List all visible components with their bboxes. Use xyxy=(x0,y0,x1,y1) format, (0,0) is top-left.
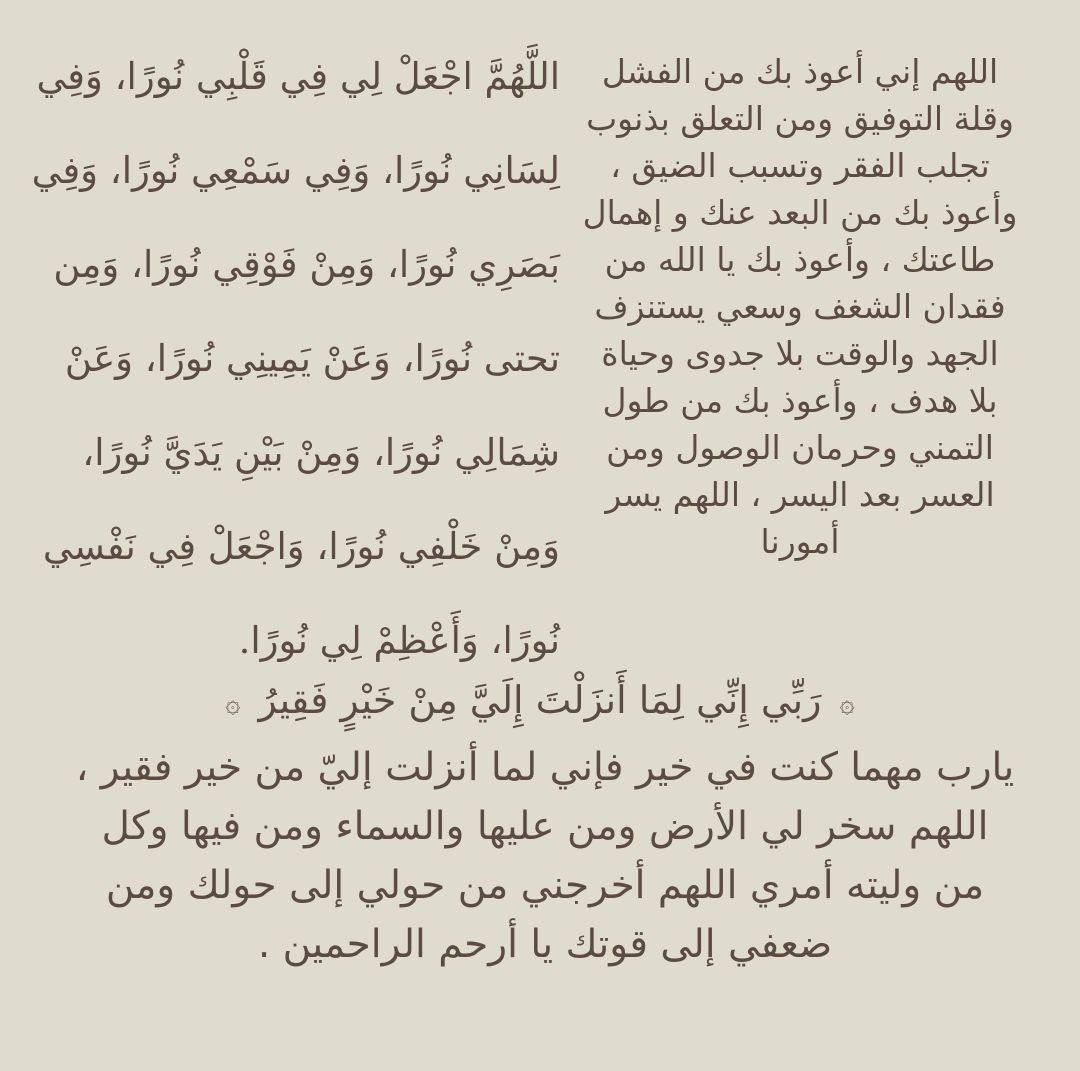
closing-line: اللهم سخر لي الأرض ومن عليها والسماء ومن فيها وكل xyxy=(101,804,989,849)
dua-of-light xyxy=(31,30,560,688)
closing-line: من وليته أمري اللهم أخرجني من حولي إلى حولك ومن xyxy=(105,863,985,908)
verse-ornament-icon: ۞ xyxy=(225,688,241,719)
closing-supplication xyxy=(30,738,1060,974)
paragraph-line: طاعتك ، وأعوذ بك يا الله من xyxy=(604,240,996,279)
dua-line: نُورًا، وَأَعْظِمْ لِي نُورًا. xyxy=(238,619,560,662)
dua-line: لِسَانِي نُورًا، وَفِي سَمْعِي نُورًا، وَفِي xyxy=(31,149,560,192)
closing-line: ضعفي إلى قوتك يا أرحم الراحمين . xyxy=(257,922,833,967)
dua-line: اللَّهُمَّ اجْعَلْ لِي فِي قَلْبِي نُورًا، وَفِي xyxy=(36,55,560,98)
dua-line: وَمِنْ خَلْفِي نُورًا، وَاجْعَلْ فِي نَفْسِي xyxy=(42,525,560,568)
closing-line: يارب مهما كنت في خير فإني لما أنزلت إليّ من خير فقير ، xyxy=(75,745,1015,790)
dua-line: تحتى نُورًا، وَعَنْ يَمِينِي نُورًا، وَعَنْ xyxy=(64,337,560,380)
paragraph-line: العسر بعد اليسر ، اللهم يسر xyxy=(605,475,995,514)
quran-verse xyxy=(0,668,1080,736)
paragraph-line: الجهد والوقت بلا جدوى وحياة xyxy=(601,334,999,373)
verse-ornament-icon: ۞ xyxy=(839,688,855,719)
dua-line: بَصَرِي نُورًا، وَمِنْ فَوْقِي نُورًا، وَمِن xyxy=(53,243,560,286)
paragraph-line: التمني وحرمان الوصول ومن xyxy=(606,428,994,467)
paragraph-line: فقدان الشغف وسعي يستنزف xyxy=(594,287,1006,326)
paragraph-line: تجلب الفقر وتسبب الضيق ، xyxy=(610,146,990,185)
supplication-paragraph xyxy=(560,48,1040,565)
paragraph-line: وأعوذ بك من البعد عنك و إهمال xyxy=(582,193,1018,232)
verse-text: رَبِّي إِنِّي لِمَا أَنزَلْتَ إِلَيَّ مِنْ خَيْرٍ فَقِيرُ xyxy=(258,678,822,722)
paragraph-line: أمورنا xyxy=(760,522,840,561)
paragraph-line: بلا هدف ، وأعوذ بك من طول xyxy=(602,381,998,420)
dua-line: شِمَالِي نُورًا، وَمِنْ بَيْنِ يَدَيَّ نُورًا، xyxy=(82,431,560,474)
paragraph-line: وقلة التوفيق ومن التعلق بذنوب xyxy=(586,99,1014,138)
paragraph-line: اللهم إني أعوذ بك من الفشل xyxy=(601,52,999,91)
